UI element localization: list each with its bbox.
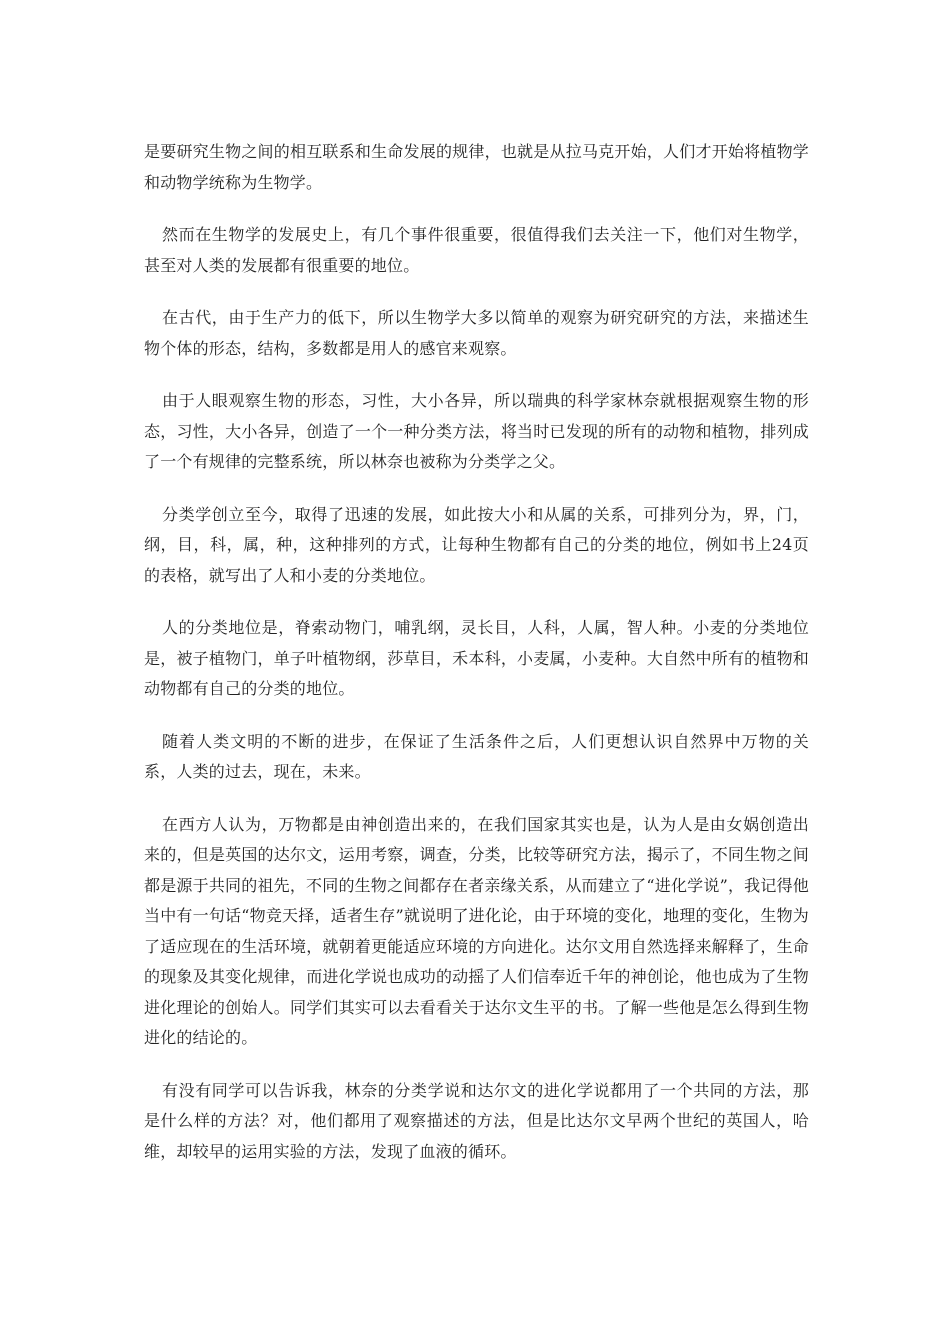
paragraph-8: 在西方人认为，万物都是由神创造出来的，在我们国家其实也是，认为人是由女娲创造出来的，但是英国的达尔文，运用考察，调查，分类，比较等研究方法，揭示了，不同生物之间都是源于共同的祖先，不同的生物之间都存在者亲缘关系，从而建立了“进化学说”，我记得他当中有一句话“物竞天择，适者生存”就说明了进化论，由于环境的变化，地理的变化，生物为了适应现在的生活环境，就朝着更能适应环境的方向进化。达尔文用自然选择来解释了，生命的现象及其变化规律，而进化学说也成功的动摇了人们信奉近千年的神创论，他也成为了生物进化理论的创始人。同学们其实可以去看看关于达尔文生平的书。了解一些他是怎么得到生物进化的结论的。 [144, 814, 809, 1047]
paragraph-9: 有没有同学可以告诉我，林奈的分类学说和达尔文的进化学说都用了一个共同的方法，那是什么样的方法？对，他们都用了观察描述的方法，但是比达尔文早两个世纪的英国人，哈维，却较早的运用实验的方法，发现了血液的循环。 [144, 1080, 809, 1161]
paragraph-2: 然而在生物学的发展史上，有几个事件很重要，很值得我们去关注一下，他们对生物学，甚至对人类的发展都有很重要的地位。 [144, 225, 809, 275]
document-body [144, 137, 809, 1189]
paragraph-5: 分类学创立至今，取得了迅速的发展，如此按大小和从属的关系，可排列分为，界，门，纲，目，科，属，种，这种排列的方式，让每种生物都有自己的分类的地位，例如书上24页的表格，就写出了人和小麦的分类地位。 [144, 504, 809, 585]
paragraph-3: 在古代，由于生产力的低下，所以生物学大多以简单的观察为研究研究的方法，来描述生物个体的形态，结构，多数都是用人的感官来观察。 [144, 308, 809, 358]
paragraph-6: 人的分类地位是，脊索动物门，哺乳纲，灵长目，人科，人属，智人种。小麦的分类地位是，被子植物门，单子叶植物纲，莎草目，禾本科，小麦属，小麦种。大自然中所有的植物和动物都有自己的分类的地位。 [144, 618, 809, 698]
paragraph-1: 是要研究生物之间的相互联系和生命发展的规律，也就是从拉马克开始，人们才开始将植物学和动物学统称为生物学。 [144, 142, 809, 192]
paragraph-7: 随着人类文明的不断的进步，在保证了生活条件之后，人们更想认识自然界中万物的关系，人类的过去，现在，未来。 [144, 731, 809, 781]
paragraph-4: 由于人眼观察生物的形态，习性，大小各异，所以瑞典的科学家林奈就根据观察生物的形态，习性，大小各异，创造了一个一种分类方法，将当时已发现的所有的动物和植物，排列成了一个有规律的完整系统，所以林奈也被称为分类学之父。 [144, 391, 809, 471]
